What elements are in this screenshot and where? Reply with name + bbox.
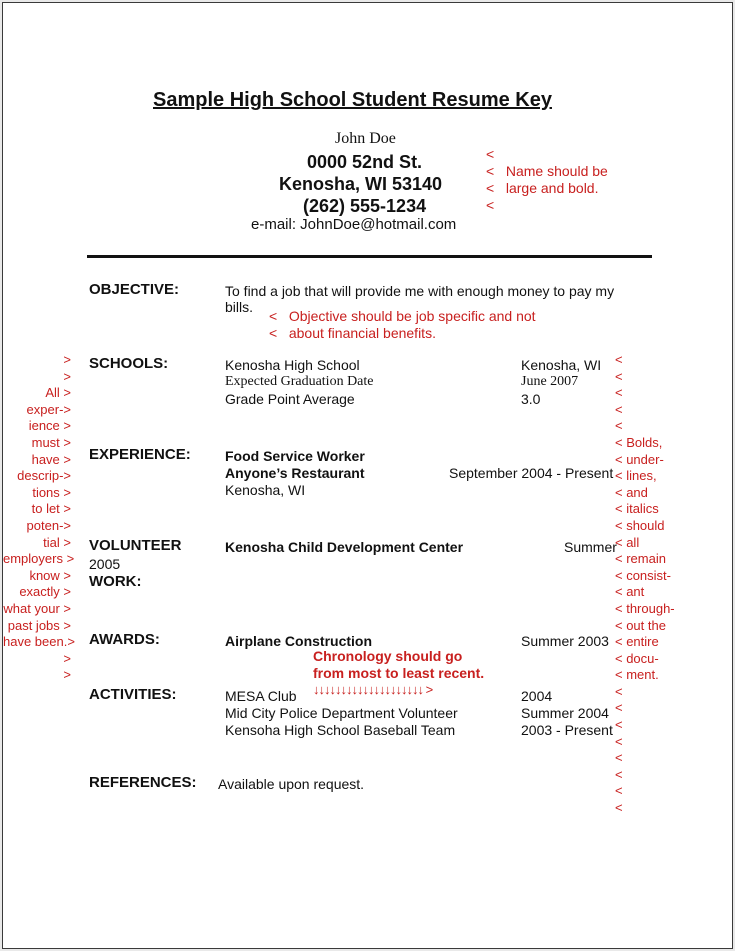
rightcol-line: < consist- (615, 567, 671, 583)
volunteer-heading: VOLUNTEER (89, 537, 182, 554)
graduation-label: Expected Graduation Date (225, 374, 374, 389)
rightcol-line: < (615, 401, 623, 417)
objective-note-text-1: Objective should be job specific and not (288, 308, 536, 324)
objective-line2: bills. (225, 299, 254, 315)
leftcol-line: must > (31, 434, 71, 450)
rightcol-line: < docu- (615, 650, 659, 666)
rightcol-line: < entire (615, 634, 659, 650)
chronology-note (313, 648, 484, 682)
objective-note-text-2: about financial benefits. (288, 325, 436, 341)
header-note-line2 (486, 180, 599, 196)
rightcol-line: < should (615, 517, 665, 533)
rightcol-line: < (615, 766, 623, 782)
leftcol-line: tions > (32, 484, 71, 500)
employer-location: Kenosha, WI (225, 482, 306, 498)
chronology-note-line1: Chronology should go (313, 648, 463, 664)
leftcol-line: to let > (31, 501, 71, 517)
rightcol-line: < (615, 385, 623, 401)
header-note-text-2: large and bold. (505, 180, 599, 196)
rightcol-line: < (615, 700, 623, 716)
leftcol-line: past jobs > (7, 617, 71, 633)
rightcol-line: < lines, (615, 468, 657, 484)
header-note-marker-3: < (486, 180, 495, 196)
objective-note-line2 (269, 325, 436, 341)
leftcol-line: descrip-> (17, 468, 71, 484)
activity-mesa-date: 2004 (521, 688, 553, 704)
chronology-arrows: ↓↓↓↓↓↓↓↓↓↓↓↓↓↓↓↓↓↓↓↓ > (313, 682, 433, 697)
rightcol-line: < under- (615, 451, 664, 467)
employer-name: Anyone’s Restaurant (225, 465, 365, 481)
activity-police-volunteer: Mid City Police Department Volunteer (225, 705, 458, 721)
employment-dates: September 2004 - Present (449, 465, 614, 481)
phone-number: (262) 555-1234 (303, 196, 427, 216)
leftcol-line: employers > (3, 551, 75, 567)
rightcol-line: < and (615, 484, 648, 500)
volunteer-org: Kenosha Child Development Center (225, 539, 464, 555)
city-state-zip: Kenosha, WI 53140 (279, 174, 443, 194)
header-divider (87, 255, 652, 258)
leftcol-line: have > (31, 451, 71, 467)
activities-heading: ACTIVITIES: (89, 686, 177, 703)
leftcol-line: > (63, 650, 71, 666)
rightcol-line: < (615, 683, 623, 699)
leftcol-line: > (63, 352, 71, 367)
leftcol-line: ience > (28, 418, 71, 434)
references-heading: REFERENCES: (89, 774, 197, 791)
volunteer-dates: Summer (564, 539, 617, 555)
rightcol-line: < ant (615, 584, 645, 600)
header-note-marker-4: < (486, 197, 495, 213)
header-note-marker-2: < (486, 163, 495, 179)
school-location: Kenosha, WI (521, 357, 602, 373)
gpa-label: Grade Point Average (225, 391, 355, 407)
left-margin-note (3, 352, 75, 684)
leftcol-line: exactly > (19, 584, 71, 600)
rightcol-line: < Bolds, (615, 434, 663, 450)
job-title: Food Service Worker (225, 448, 365, 464)
rightcol-line: < (615, 352, 623, 367)
rightcol-line: < out the (615, 617, 666, 633)
street-address: 0000 52nd St. (307, 152, 423, 172)
applicant-name: John Doe (335, 130, 396, 147)
references-text: Available upon request. (218, 776, 365, 792)
leftcol-line: what your > (3, 600, 71, 616)
volunteer-year: 2005 (89, 556, 121, 572)
rightcol-line: < italics (615, 501, 659, 517)
schools-heading: SCHOOLS: (89, 355, 169, 372)
school-name: Kenosha High School (225, 357, 360, 373)
leftcol-line: know > (29, 567, 71, 583)
activity-baseball-date: 2003 - Present (521, 722, 613, 738)
activity-police-date: Summer 2004 (521, 705, 609, 721)
email-address: e-mail: JohnDoe@hotmail.com (251, 216, 457, 233)
experience-heading: EXPERIENCE: (89, 446, 191, 463)
rightcol-line: < through- (615, 600, 675, 616)
graduation-date: June 2007 (521, 374, 579, 389)
right-margin-note (615, 352, 675, 817)
rightcol-line: < (615, 717, 623, 733)
header-note-text-1: Name should be (505, 163, 608, 179)
objective-line1: To find a job that will provide me with enough money to pay my (225, 283, 615, 299)
page-title: Sample High School Student Resume Key (153, 89, 552, 111)
rightcol-line: < ment. (615, 667, 659, 683)
leftcol-line: > (63, 368, 71, 384)
activity-mesa-club: MESA Club (225, 688, 297, 704)
award-date: Summer 2003 (521, 633, 609, 649)
rightcol-line: < (615, 368, 623, 384)
leftcol-line: All > (45, 385, 71, 401)
objective-heading: OBJECTIVE: (89, 281, 180, 298)
rightcol-line: < (615, 733, 623, 749)
header-note-line1 (486, 163, 608, 179)
leftcol-line: exper-> (26, 401, 71, 417)
objective-note-marker-2: < (269, 325, 278, 341)
awards-heading: AWARDS: (89, 631, 160, 648)
resume-page (2, 2, 733, 949)
leftcol-line: poten-> (26, 517, 71, 533)
rightcol-line: < (615, 418, 623, 434)
rightcol-line: < (615, 800, 623, 816)
gpa-value: 3.0 (521, 391, 541, 407)
leftcol-line: > (63, 667, 71, 683)
rightcol-line: < remain (615, 551, 666, 567)
chronology-note-line2: from most to least recent. (313, 665, 485, 681)
award-name: Airplane Construction (225, 633, 373, 649)
rightcol-line: < (615, 750, 623, 766)
rightcol-line: < all (615, 534, 640, 550)
leftcol-line: tial > (43, 534, 71, 550)
rightcol-line: < (615, 783, 623, 799)
objective-note-marker-1: < (269, 308, 278, 324)
volunteer-work-heading: WORK: (89, 573, 142, 590)
activity-baseball: Kensoha High School Baseball Team (225, 722, 456, 738)
header-note-marker-1: < (486, 146, 495, 162)
objective-note-line1 (269, 308, 536, 324)
leftcol-line: have been.> (3, 634, 75, 650)
